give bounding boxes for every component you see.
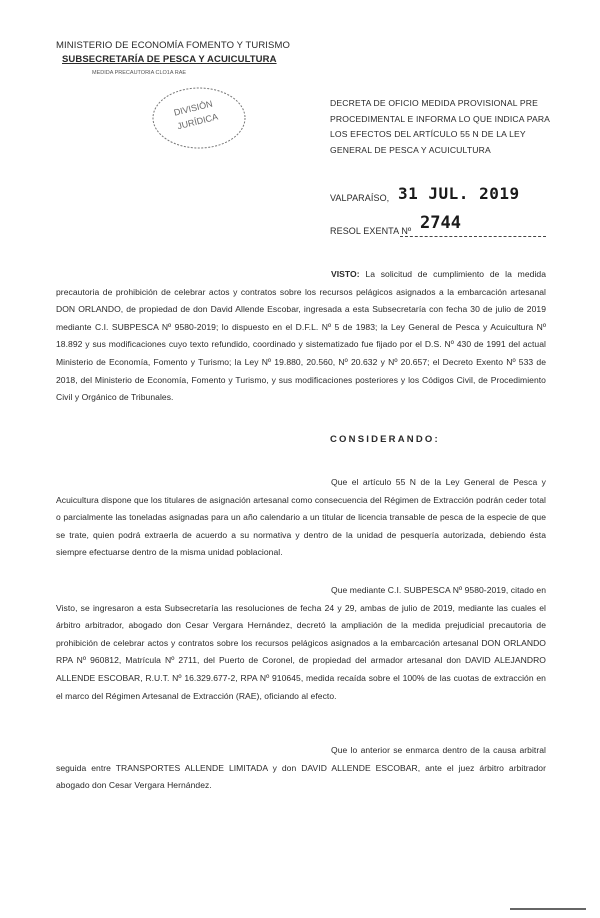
document-code: MEDIDA PRECAUTORIA CLO1A RAE [92, 70, 187, 76]
visto-paragraph [56, 266, 546, 407]
page-corner-mark [510, 908, 586, 910]
issue-date: 31 JUL. 2019 [398, 184, 520, 203]
document-title: DECRETA DE OFICIO MEDIDA PROVISIONAL PRE PROCEDIMENTAL E INFORMA LO QUE INDICA PARA LOS EFECTOS DEL ARTÍCULO 55 N DE LA LEY GENERAL DE PESCA Y ACUICULTURA [330, 98, 550, 155]
stamp-line-2: JURÍDICA [176, 111, 219, 132]
subsecretaria-header: SUBSECRETARÍA DE PESCA Y ACUICULTURA [62, 54, 277, 65]
visto-label: VISTO: [331, 269, 360, 279]
resolution-number: 2744 [420, 213, 461, 233]
ministry-header: MINISTERIO DE ECONOMÍA FOMENTO Y TURISMO [56, 40, 290, 51]
considerando-paragraph-2: Que mediante C.I. SUBPESCA Nº 9580-2019, citado en Visto, se ingresaron a esta Subsecretaría las resoluciones de fecha 24 y 29, ambas de julio de 2019, mediante las cuales el árbitro arbitrador, abogado don Cesar Vergara Hernández, decretó la ampliación de la medida prejudicial precautoria de prohibición de celebrar actos y contratos sobre los recursos pelágicos asignados a la embarcación artesanal DON ORLANDO RPA Nº 960812, Matrícula Nº 2711, del Puerto de Coronel, de propiedad del armador artesanal don DAVID ALEJANDRO ALLENDE ESCOBAR, R.U.T. Nº 16.329.677-2, RPA Nº 910645, medida recaída sobre el 100% de las cuotas de extracción en el marco del Régimen Artesanal de Extracción (RAE), oficiando al efecto. [56, 585, 546, 701]
visto-text: La solicitud de cumplimiento de la medida precautoria de prohibición de celebrar actos y contratos sobre los recursos pelágicos asignados a la embarcación artesanal DON ORLANDO, de propiedad de don David Allende Escobar, ingresada a esta Subsecretaría con fecha 30 de julio de 2019 mediante C.I. SUBPESCA Nº 9580-2019; lo dispuesto en el D.F.L. Nº 5 de 1983; la Ley General de Pesca y Acuicultura Nº 18.892 y sus modificaciones cuyo texto refundido, coordinado y sistematizado fue fijado por el D.S. Nº 430 de 1991 del actual Ministerio de Economía, Fomento y Turismo; la Ley Nº 19.880, 20.560, Nº 20.632 y Nº 20.657; el Decreto Exento Nº 533 de 2018, del Ministerio de Economía, Fomento y Turismo, y sus modificaciones posteriores y los Códigos Civil, de Procedimiento Civil y Orgánico de Tribunales. [56, 269, 546, 403]
city-label: VALPARAÍSO, [330, 193, 390, 203]
division-juridica-stamp [146, 80, 252, 152]
resolution-label: RESOL EXENTA Nº [330, 226, 412, 236]
resolution-number-line [400, 236, 546, 237]
considerando-heading: CONSIDERANDO: [330, 434, 440, 445]
stamp-line-1: DIVISIÓN [172, 98, 214, 118]
considerando-paragraph-1: Que el artículo 55 N de la Ley General de Pesca y Acuicultura dispone que los titulares de asignación artesanal como consecuencia del Régimen de Extracción podrán ceder total o parcialmente las toneladas asignadas para un año calendario a un titular de licencia transable de pesca de la especie de que se trate, quien podrá extraerla de acuerdo a su normativa y dentro de la unidad de pesquería autorizada, debiendo ésta siempre efectuarse dentro de la misma unidad poblacional. [56, 477, 546, 558]
considerando-paragraph-3: Que lo anterior se enmarca dentro de la causa arbitral seguida entre TRANSPORTES ALLENDE LIMITADA y don DAVID ALLENDE ESCOBAR, ante el juez árbitro arbitrador abogado don Cesar Vergara Hernández. [56, 745, 546, 791]
